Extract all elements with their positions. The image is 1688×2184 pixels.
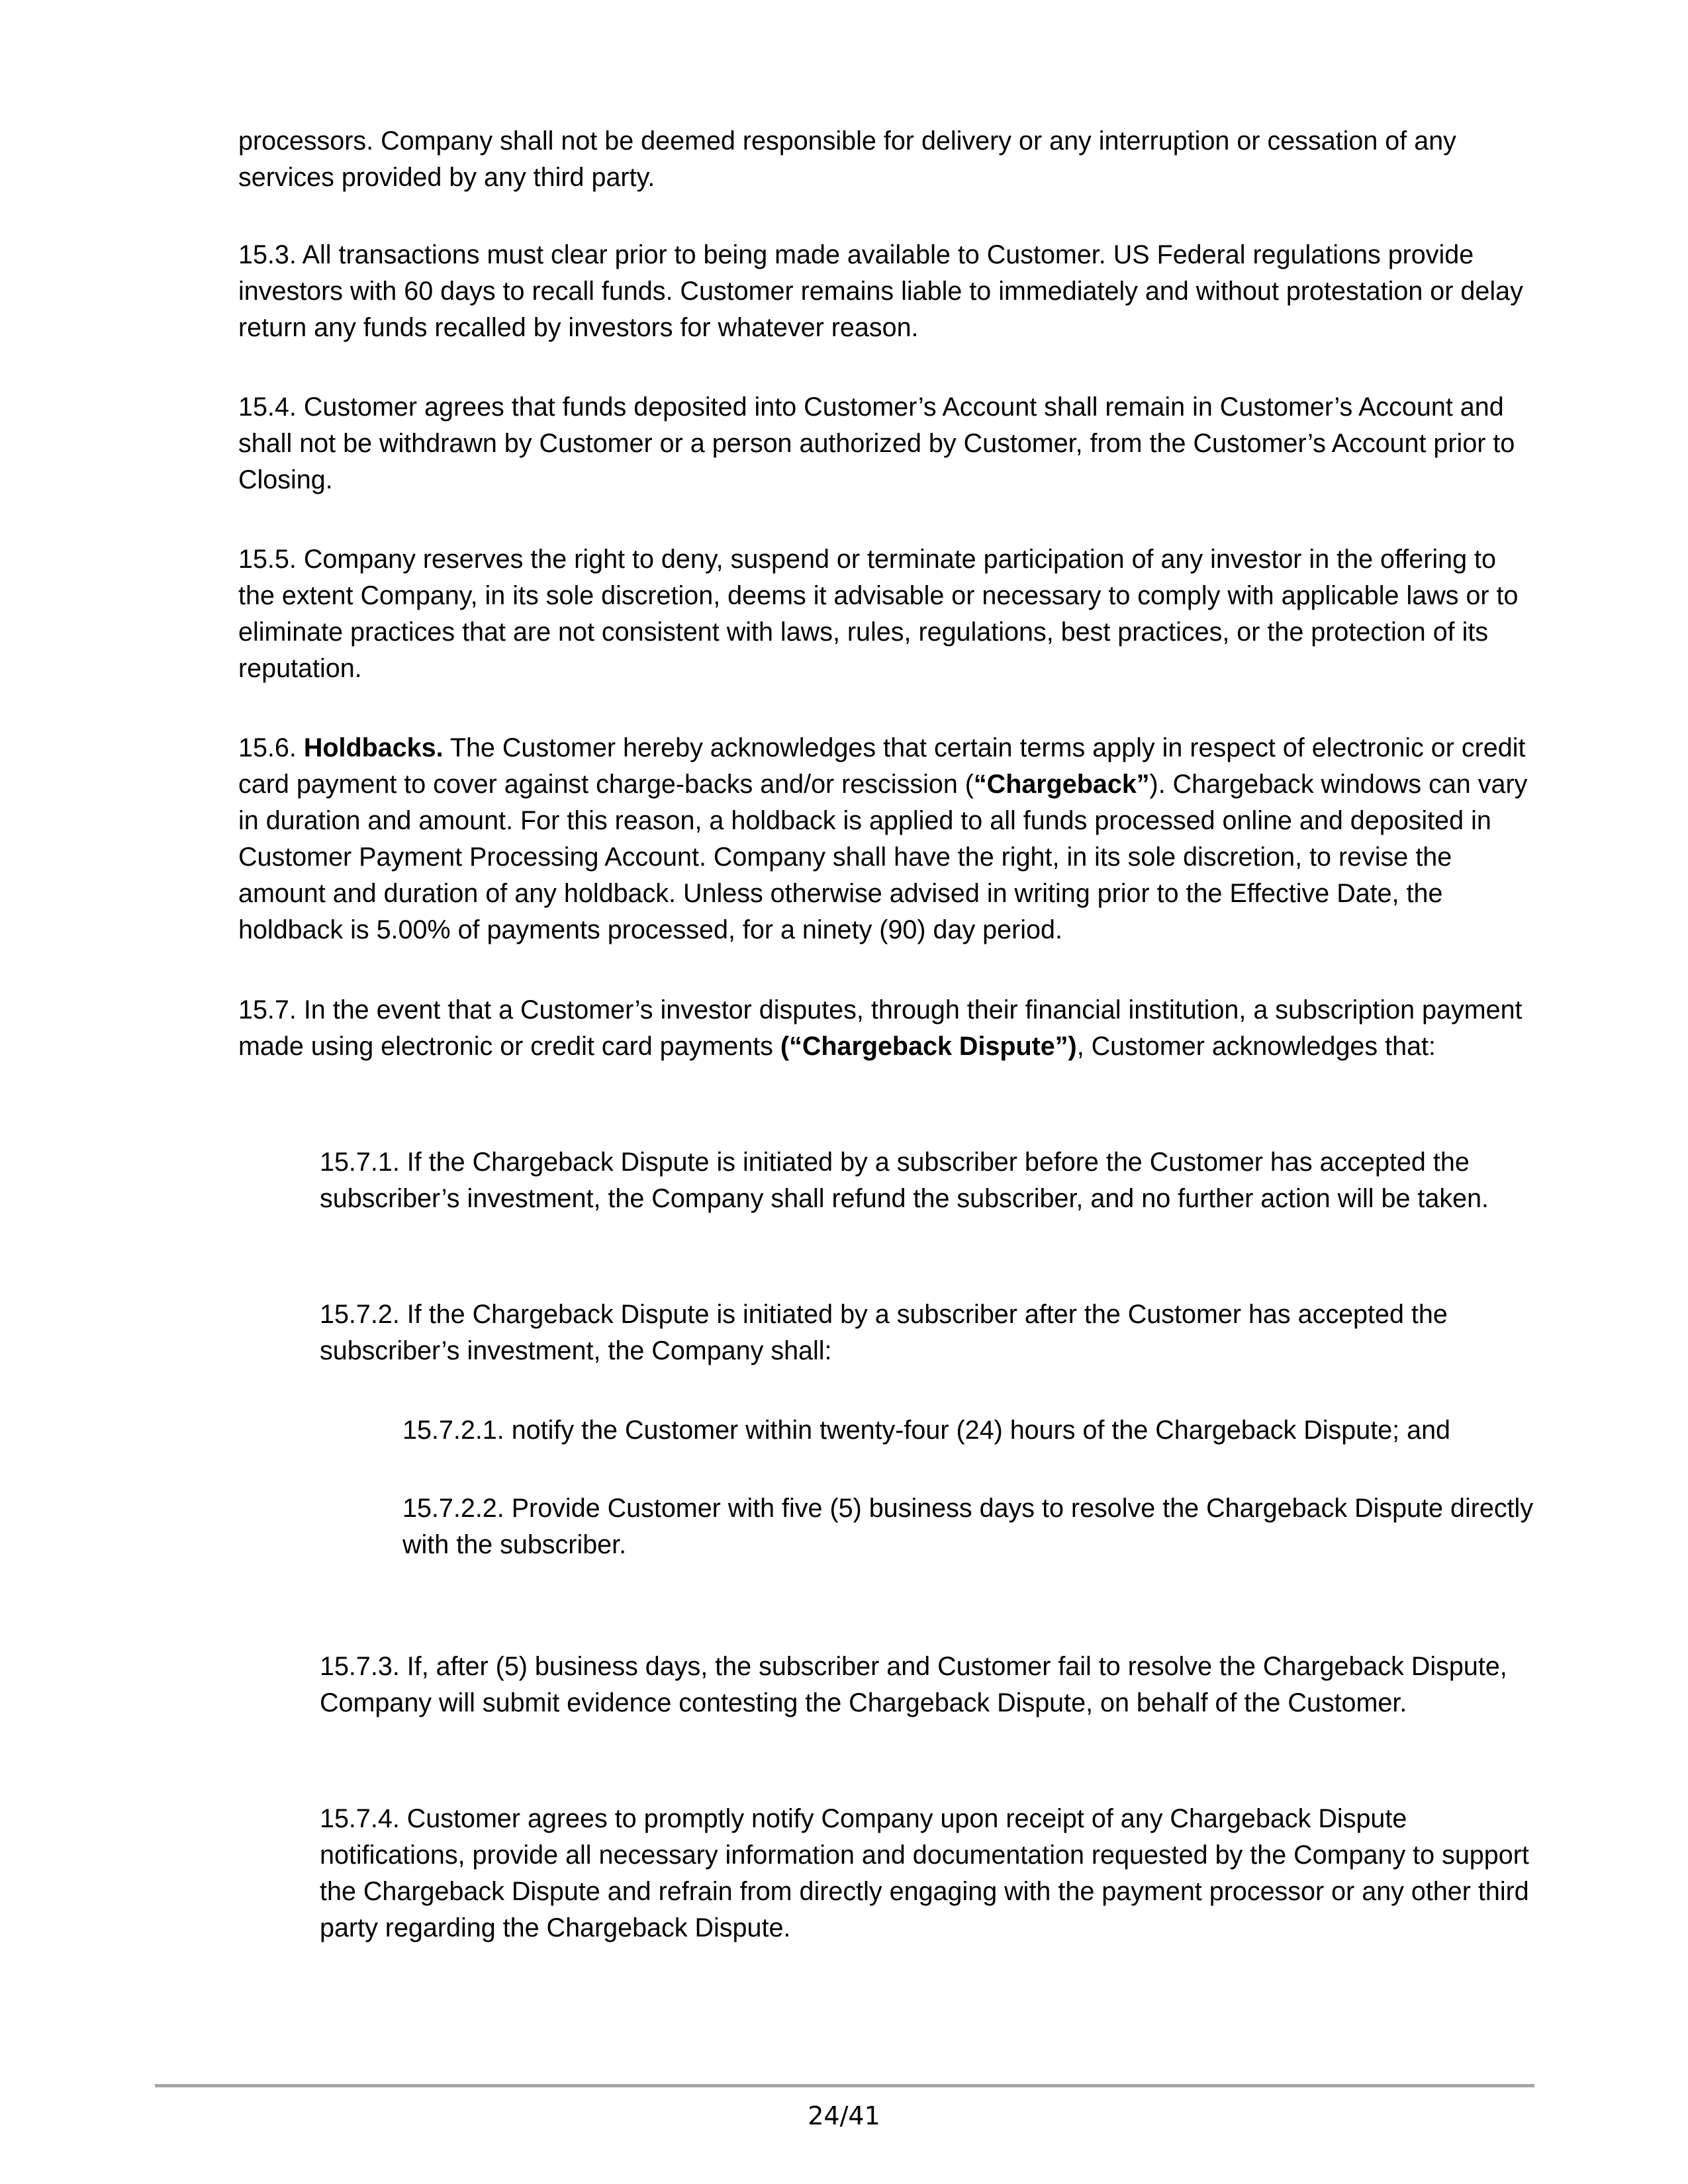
section-15-6-number: 15.6.: [238, 733, 304, 762]
section-15-6-text-a: The Customer hereby acknowledges that certain terms apply in respect of electronic or credit card payment to cover against charge-backs and/or rescission (: [238, 733, 1526, 799]
section-15-3: 15.3. All transactions must clear prior to being made available to Customer. US Federal regulations provide investors with 60 days to recall funds. Customer remains liable to immediately and without protestation or delay return any funds recalled by investors for whatever reason.: [238, 240, 1523, 342]
section-15-7-text-b: , Customer acknowledges that:: [1076, 1032, 1436, 1061]
page-number: 24/41: [808, 2101, 880, 2130]
section-15-7-1: 15.7.1. If the Chargeback Dispute is initiated by a subscriber before the Customer has accepted the subscriber’s investment, the Company shall refund the subscriber, and no further action will be taken.: [320, 1148, 1489, 1213]
section-15-6-text-b: ). Chargeback windows can vary in duration and amount. For this reason, a holdback is applied to all funds processed online and deposited in Customer Payment Processing Account. Company shall have the right, in its sole discretion, to revise the amount and duration of any holdback. Unless otherwise advised in writing prior to the Effective Date, the holdback is 5.00% of payments processed, for a ninety (90) day period.: [238, 770, 1528, 944]
section-15-7-2-2: 15.7.2.2. Provide Customer with five (5) business days to resolve the Chargeback Dispute directly with the subscriber.: [402, 1494, 1534, 1559]
chargeback-term: “Chargeback”: [973, 770, 1150, 799]
section-15-5: 15.5. Company reserves the right to deny, suspend or terminate participation of any investor in the offering to the extent Company, in its sole discretion, deems it advisable or necessary to comply with applicable laws or to eliminate practices that are not consistent with laws, rules, regulations, best practices, or the protection of its reputation.: [238, 545, 1519, 683]
holdbacks-heading: Holdbacks.: [303, 733, 444, 762]
chargeback-dispute-term: (“Chargeback Dispute”): [780, 1032, 1077, 1061]
section-15-7-text-a: 15.7. In the event that a Customer’s investor disputes, through their financial institution, a subscription payment made using electronic or credit card payments: [238, 995, 1523, 1061]
paragraph-continuation: processors. Company shall not be deemed responsible for delivery or any interruption or cessation of any services provided by any third party.: [238, 126, 1456, 192]
section-15-7: [238, 992, 1536, 1065]
section-15-6: [238, 730, 1536, 948]
section-15-4: 15.4. Customer agrees that funds deposited into Customer’s Account shall remain in Customer’s Account and shall not be withdrawn by Customer or a person authorized by Customer, from the Customer’s Account prior to Closing.: [238, 392, 1515, 494]
section-15-7-2: 15.7.2. If the Chargeback Dispute is initiated by a subscriber after the Customer has accepted the subscriber’s investment, the Company shall:: [320, 1300, 1448, 1365]
section-15-7-3: 15.7.3. If, after (5) business days, the subscriber and Customer fail to resolve the Chargeback Dispute, Company will submit evidence contesting the Chargeback Dispute, on behalf of the Customer.: [320, 1652, 1507, 1717]
section-15-7-4: 15.7.4. Customer agrees to promptly notify Company upon receipt of any Chargeback Dispute notifications, provide all necessary information and documentation requested by the Company to support the Chargeback Dispute and refrain from directly engaging with the payment processor or any other third party regarding the Chargeback Dispute.: [320, 1804, 1529, 1942]
section-15-7-2-1: 15.7.2.1. notify the Customer within twenty-four (24) hours of the Chargeback Dispute; and: [402, 1416, 1451, 1445]
footer-divider: [155, 2084, 1534, 2087]
